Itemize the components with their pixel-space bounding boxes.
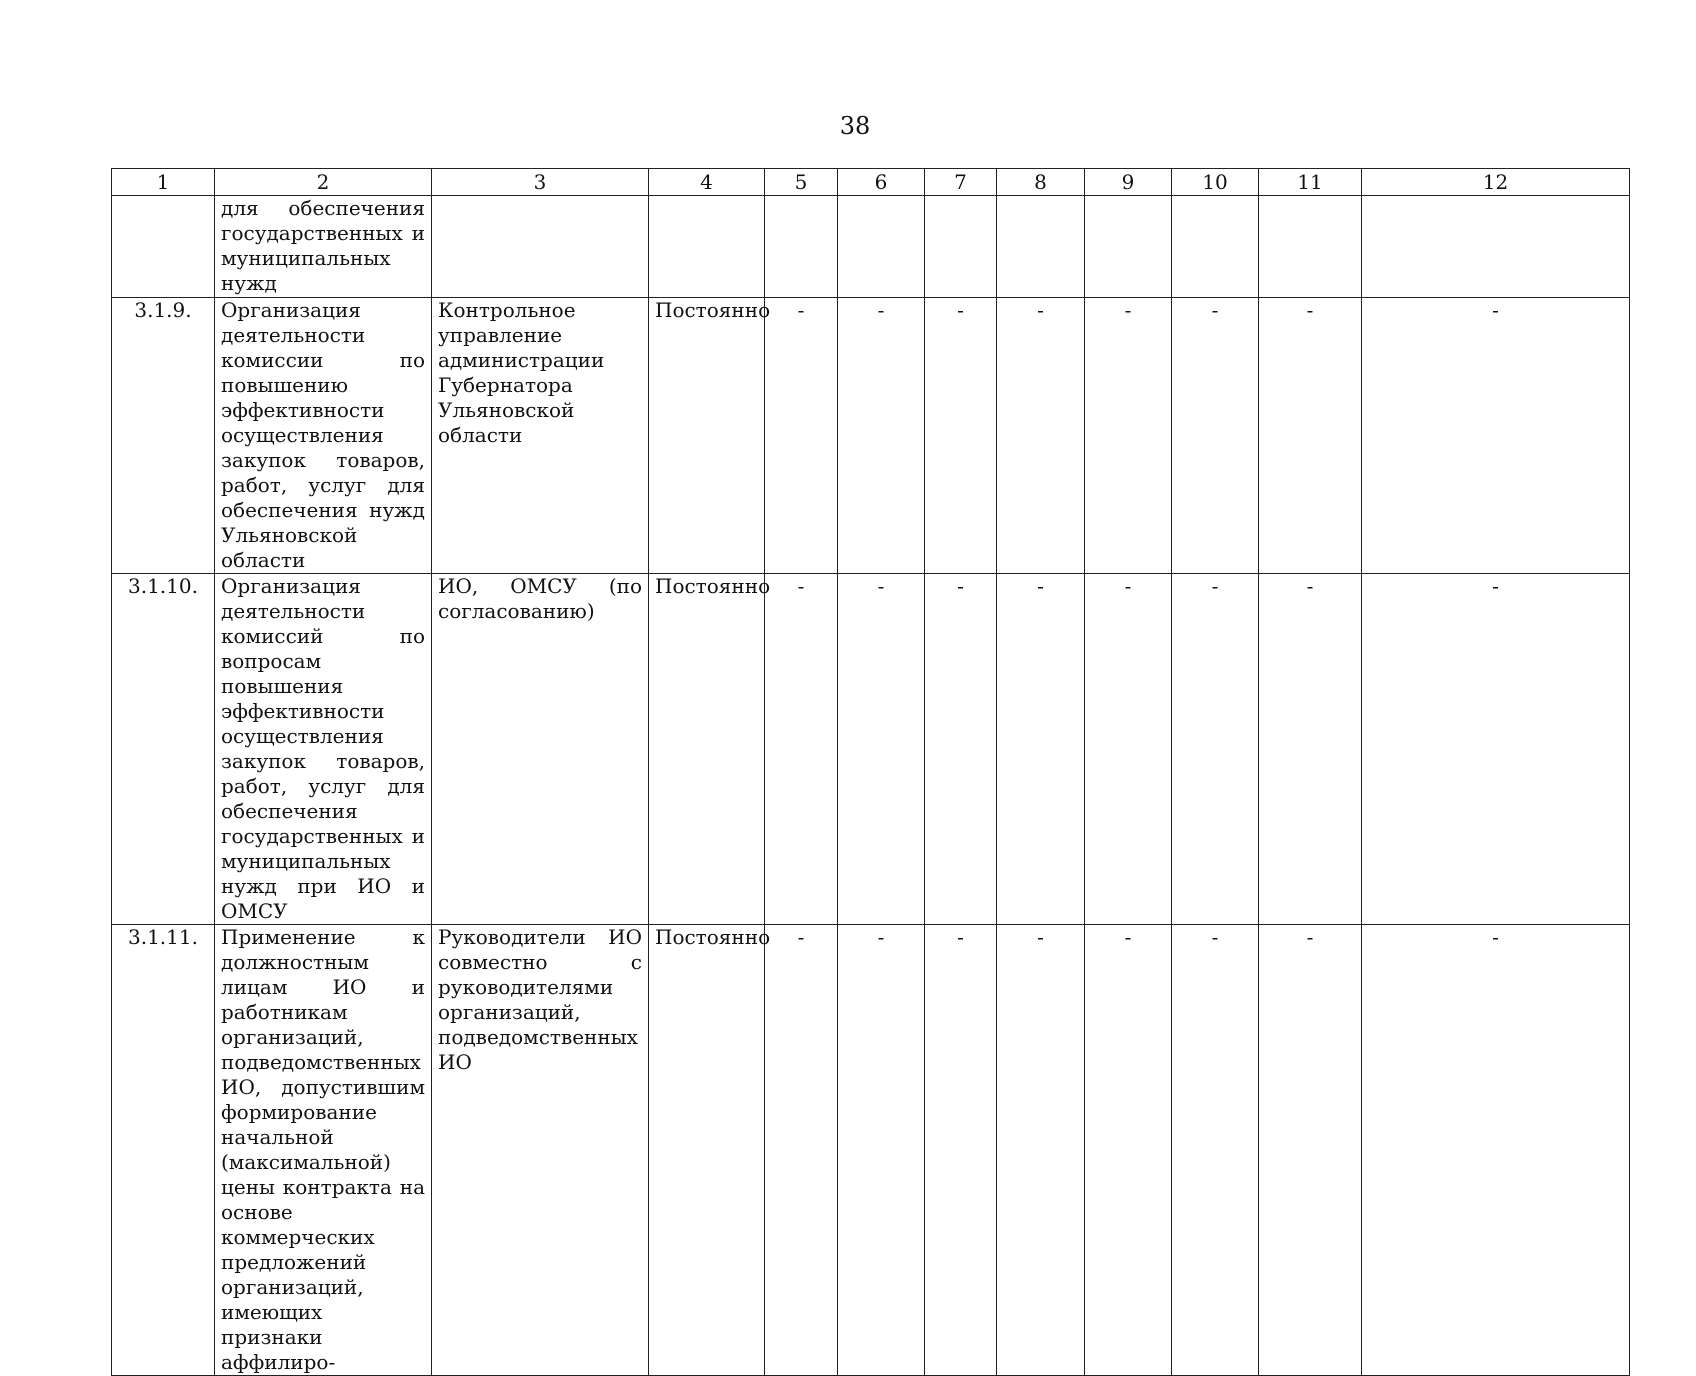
executor-cell: Руководители ИО совместно с руководителями организаций, подведомственных ИО — [432, 925, 649, 1376]
value-cell — [1362, 196, 1630, 298]
term-cell: Постоянно — [649, 574, 765, 925]
value-cell — [1172, 196, 1259, 298]
row-number: 3.1.9. — [112, 298, 215, 574]
row-number: 3.1.11. — [112, 925, 215, 1376]
executor-cell: ИО, ОМСУ (по согласованию) — [432, 574, 649, 925]
term-cell — [649, 196, 765, 298]
table-row — [112, 298, 1630, 574]
activity-cell: Организация деятельности комиссий по вопросам повышения эффективности осуществления закупок товаров, работ, услуг для обеспечения государственных и муниципальных нужд при ИО и ОМСУ — [215, 574, 432, 925]
value-cell: - — [1085, 574, 1172, 925]
value-cell — [997, 196, 1085, 298]
value-cell — [1085, 196, 1172, 298]
table-row — [112, 196, 1630, 298]
value-cell: - — [838, 925, 925, 1376]
executor-cell — [432, 196, 649, 298]
column-header: 9 — [1085, 169, 1172, 196]
table-row — [112, 574, 1630, 925]
row-number: 3.1.10. — [112, 574, 215, 925]
column-header: 5 — [765, 169, 838, 196]
column-header: 2 — [215, 169, 432, 196]
value-cell: - — [1085, 925, 1172, 1376]
value-cell: - — [1362, 925, 1630, 1376]
value-cell: - — [1362, 298, 1630, 574]
executor-cell: Контрольное управление администрации Губернатора Ульяновской области — [432, 298, 649, 574]
activity-cell: Организация деятельности комиссии по повышению эффективности осуществления закупок товаров, работ, услуг для обеспечения нужд Ульяновской области — [215, 298, 432, 574]
column-header: 10 — [1172, 169, 1259, 196]
value-cell: - — [838, 298, 925, 574]
column-header: 12 — [1362, 169, 1630, 196]
value-cell: - — [1172, 574, 1259, 925]
table-header-row — [112, 169, 1630, 196]
document-table — [111, 168, 1630, 1376]
value-cell — [925, 196, 997, 298]
table-row — [112, 925, 1630, 1376]
value-cell: - — [925, 298, 997, 574]
value-cell: - — [997, 925, 1085, 1376]
value-cell: - — [1172, 925, 1259, 1376]
value-cell: - — [925, 925, 997, 1376]
page-number: 38 — [839, 112, 871, 140]
value-cell: - — [838, 574, 925, 925]
column-header: 1 — [112, 169, 215, 196]
value-cell: - — [1085, 298, 1172, 574]
activity-cell: для обеспечения государственных и муниципальных нужд — [215, 196, 432, 298]
value-cell — [1259, 196, 1362, 298]
value-cell: - — [1259, 298, 1362, 574]
value-cell — [765, 196, 838, 298]
column-header: 3 — [432, 169, 649, 196]
column-header: 11 — [1259, 169, 1362, 196]
activity-cell: Применение к должностным лицам ИО и работникам организаций, подведомственных ИО, допустившим формирование начальной (максимальной) цены контракта на основе коммерческих предложений организаций, имеющих признаки аффилиро- — [215, 925, 432, 1376]
column-header: 4 — [649, 169, 765, 196]
value-cell: - — [1259, 925, 1362, 1376]
value-cell — [838, 196, 925, 298]
column-header: 8 — [997, 169, 1085, 196]
column-header: 6 — [838, 169, 925, 196]
value-cell: - — [1172, 298, 1259, 574]
row-number — [112, 196, 215, 298]
value-cell: - — [1259, 574, 1362, 925]
term-cell: Постоянно — [649, 925, 765, 1376]
value-cell: - — [925, 574, 997, 925]
value-cell: - — [1362, 574, 1630, 925]
value-cell: - — [765, 574, 838, 925]
value-cell: - — [765, 298, 838, 574]
value-cell: - — [997, 574, 1085, 925]
column-header: 7 — [925, 169, 997, 196]
value-cell: - — [765, 925, 838, 1376]
term-cell: Постоянно — [649, 298, 765, 574]
value-cell: - — [997, 298, 1085, 574]
